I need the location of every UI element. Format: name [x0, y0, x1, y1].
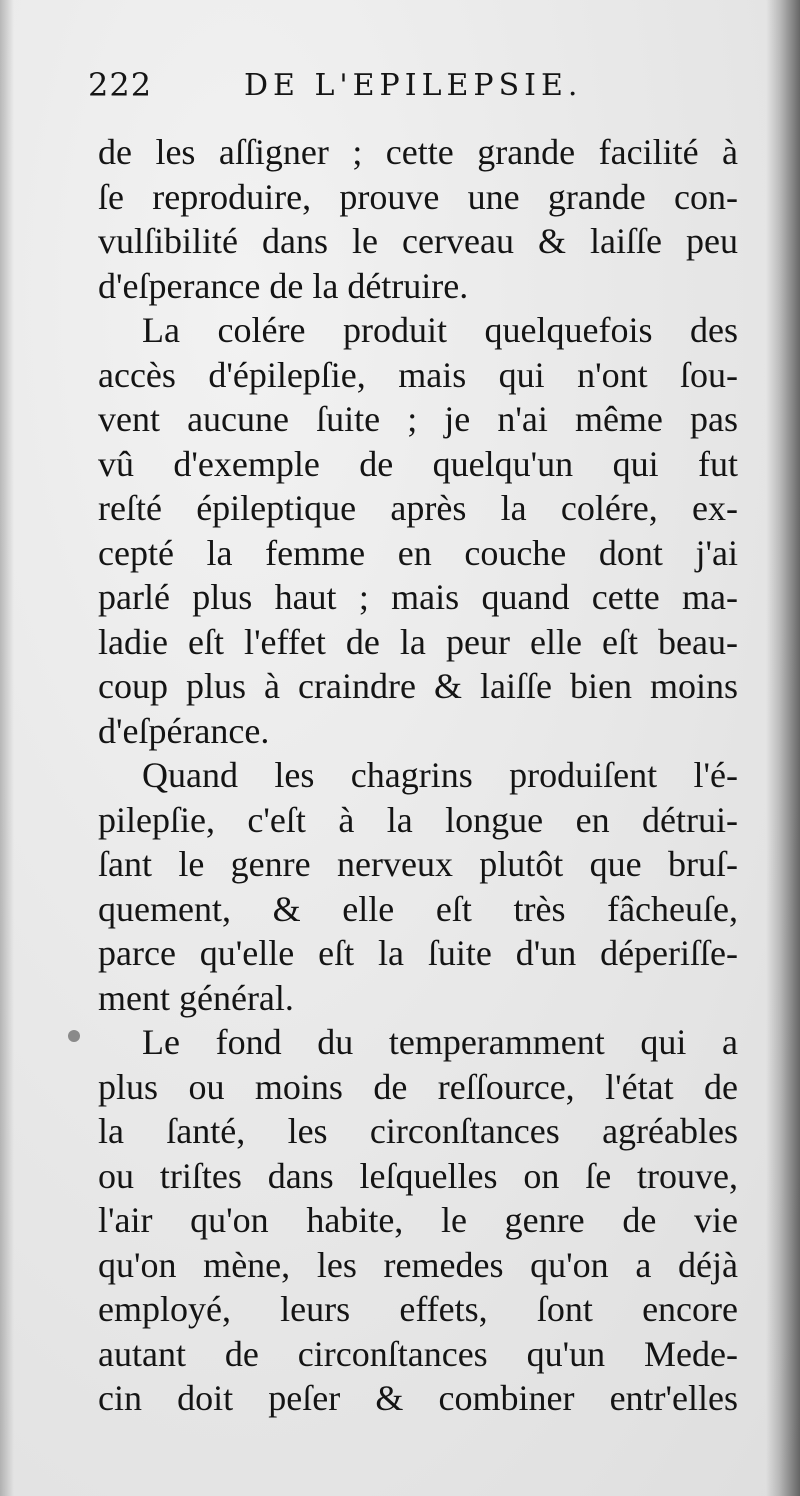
- body-text: [98, 130, 738, 1421]
- page-spine-shadow: [766, 0, 800, 1496]
- text-line: reſté épileptique après la colére, ex-: [98, 488, 738, 528]
- text-line: ladie eſt l'effet de la peur elle eſt beau-: [98, 621, 738, 662]
- page-header: [88, 66, 728, 112]
- ink-spot: [68, 1030, 80, 1042]
- page-number: 222: [88, 66, 153, 104]
- text-line: plus ou moins de reſſource, l'état de: [98, 1066, 738, 1107]
- text-line: de les aſſigner ; cette grande facilité à: [98, 132, 738, 172]
- text-line: ſe reproduire, prouve une grande con-: [98, 176, 738, 217]
- text-line: vû d'exemple de quelqu'un qui fut: [98, 443, 738, 484]
- text-line: employé, leurs effets, ſont encore: [98, 1289, 738, 1329]
- text-line: La colére produit quelquefois des: [142, 310, 738, 350]
- text-line: pilepſie, c'eſt à la longue en détrui-: [98, 799, 738, 840]
- page-left-shadow: [0, 0, 14, 1496]
- text-line: quement, & elle eſt très fâcheuſe,: [98, 888, 738, 929]
- text-line: cin doit peſer & combiner entr'elles: [98, 1378, 738, 1418]
- text-line: coup plus à craindre & laiſſe bien moins: [98, 666, 738, 706]
- text-line: parlé plus haut ; mais quand cette ma-: [98, 577, 738, 617]
- text-line: qu'on mène, les remedes qu'on a déjà: [98, 1244, 738, 1285]
- text-line: d'eſpérance.: [98, 710, 270, 751]
- text-line: ſant le genre nerveux plutôt que bruſ-: [98, 844, 738, 884]
- text-line: la ſanté, les circonſtances agréables: [98, 1111, 738, 1151]
- text-line: parce qu'elle eſt la ſuite d'un déperiſſe-: [98, 933, 738, 973]
- text-line: accès d'épilepſie, mais qui n'ont ſou-: [98, 354, 738, 395]
- text-line: ou triſtes dans leſquelles on ſe trouve,: [98, 1155, 738, 1196]
- text-line: ment général.: [98, 977, 294, 1018]
- text-line: vent aucune ſuite ; je n'ai même pas: [98, 399, 738, 439]
- text-line: Le fond du temperamment qui a: [142, 1022, 738, 1062]
- running-head: DE L'EPILEPSIE.: [244, 68, 583, 103]
- text-line: cepté la femme en couche dont j'ai: [98, 532, 738, 573]
- text-line: Quand les chagrins produiſent l'é-: [142, 755, 738, 795]
- text-line: autant de circonſtances qu'un Mede-: [98, 1333, 738, 1374]
- text-line: l'air qu'on habite, le genre de vie: [98, 1200, 738, 1240]
- text-line: d'eſperance de la détruire.: [98, 265, 469, 306]
- text-line: vulſibilité dans le cerveau & laiſſe peu: [98, 221, 738, 261]
